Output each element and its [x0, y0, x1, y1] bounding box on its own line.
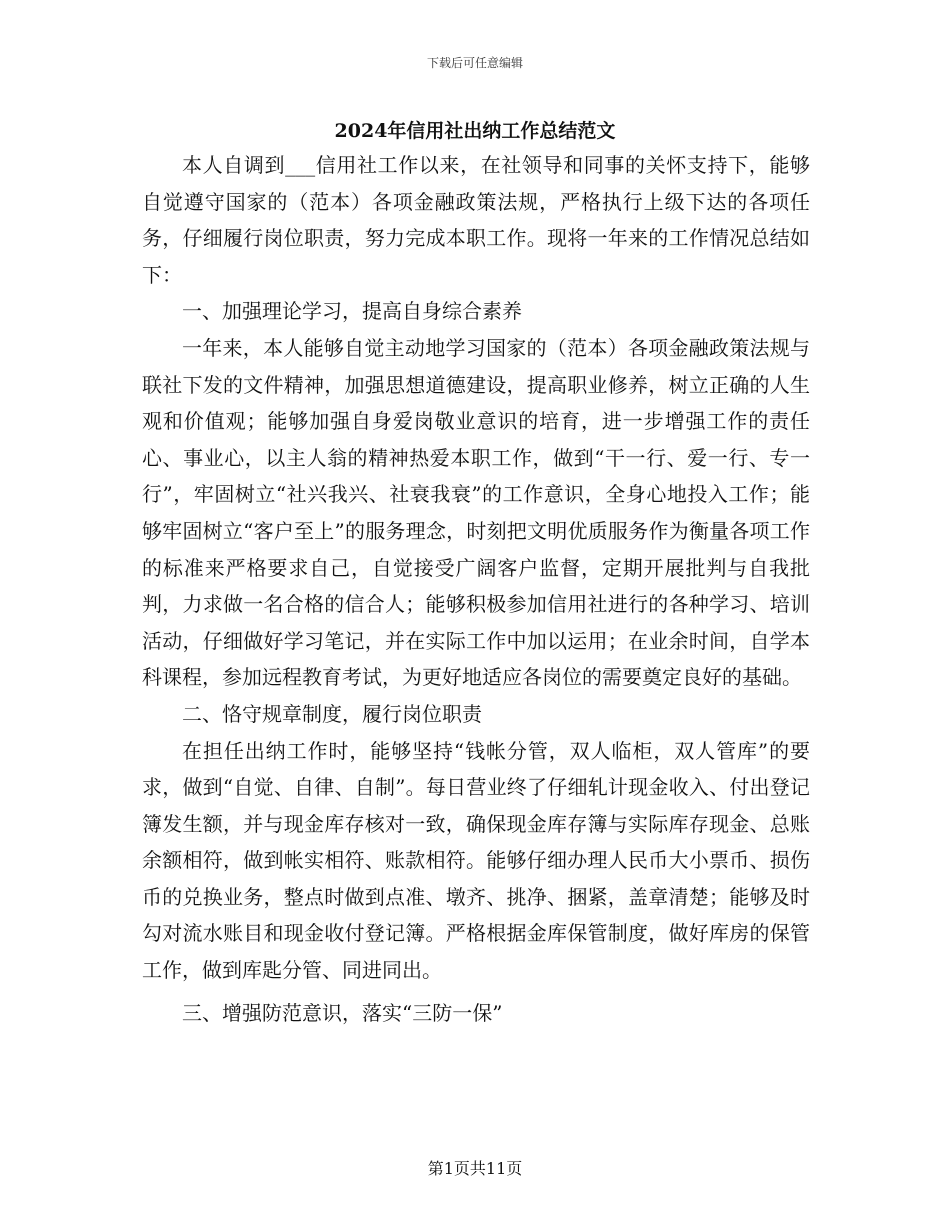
header-note: 下载后可任意编辑 — [426, 56, 523, 70]
section-2-paragraph: 在担任出纳工作时，能够坚持“钱帐分管，双人临柜，双人管库”的要求，做到“自觉、自律、自制”。每日营业终了仔细轧计现金收入、付出登记簿发生额，并与现金库存核对一致，确保现金库存簿与实际库存现金、总账余额相符，做到帐实相符、账款相符。能够仔细办理人民币大小票币、损伤币的兑换业务，整点时做到点准、墩齐、挑净、捆紧，盖章清楚；能够及时勾对流水账目和现金收付登记簿。严格根据金库保管制度，做好库房的保管工作，做到库匙分管、同进同出。 — [142, 738, 810, 983]
section-3-heading: 三、增强防范意识，落实“三防一保” — [182, 1000, 503, 1025]
document-title: 2024年信用社出纳工作总结范文 — [334, 120, 616, 142]
intro-paragraph: 本人自调到___信用社工作以来，在社领导和同事的关怀支持下，能够自觉遵守国家的（范本）各项金融政策法规，严格执行上级下达的各项任务，仔细履行岗位职责，努力完成本职工作。现将一年来的工作情况总结如下： — [142, 153, 810, 287]
section-1-heading: 一、加强理论学习，提高自身综合素养 — [182, 299, 522, 324]
document-body — [142, 147, 810, 1031]
page-number-footer: 第1页共11页 — [427, 1159, 523, 1178]
section-2-heading: 二、恪守规章制度，履行岗位职责 — [182, 701, 482, 726]
section-1-paragraph: 一年来，本人能够自觉主动地学习国家的（范本）各项金融政策法规与联社下发的文件精神，加强思想道德建设，提高职业修养，树立正确的人生观和价值观；能够加强自身爱岗敬业意识的培育，进一步增强工作的责任心、事业心，以主人翁的精神热爱本职工作，做到“干一行、爱一行、专一行”，牢固树立“社兴我兴、社衰我衰”的工作意识，全身心地投入工作；能够牢固树立“客户至上”的服务理念，时刻把文明优质服务作为衡量各项工作的标准来严格要求自己，自觉接受广阔客户监督，定期开展批判与自我批判，力求做一名合格的信合人；能够积极参加信用社进行的各种学习、培训活动，仔细做好学习笔记，并在实际工作中加以运用；在业余时间，自学本科课程，参加远程教育考试，为更好地适应各岗位的需要奠定良好的基础。 — [142, 335, 810, 690]
